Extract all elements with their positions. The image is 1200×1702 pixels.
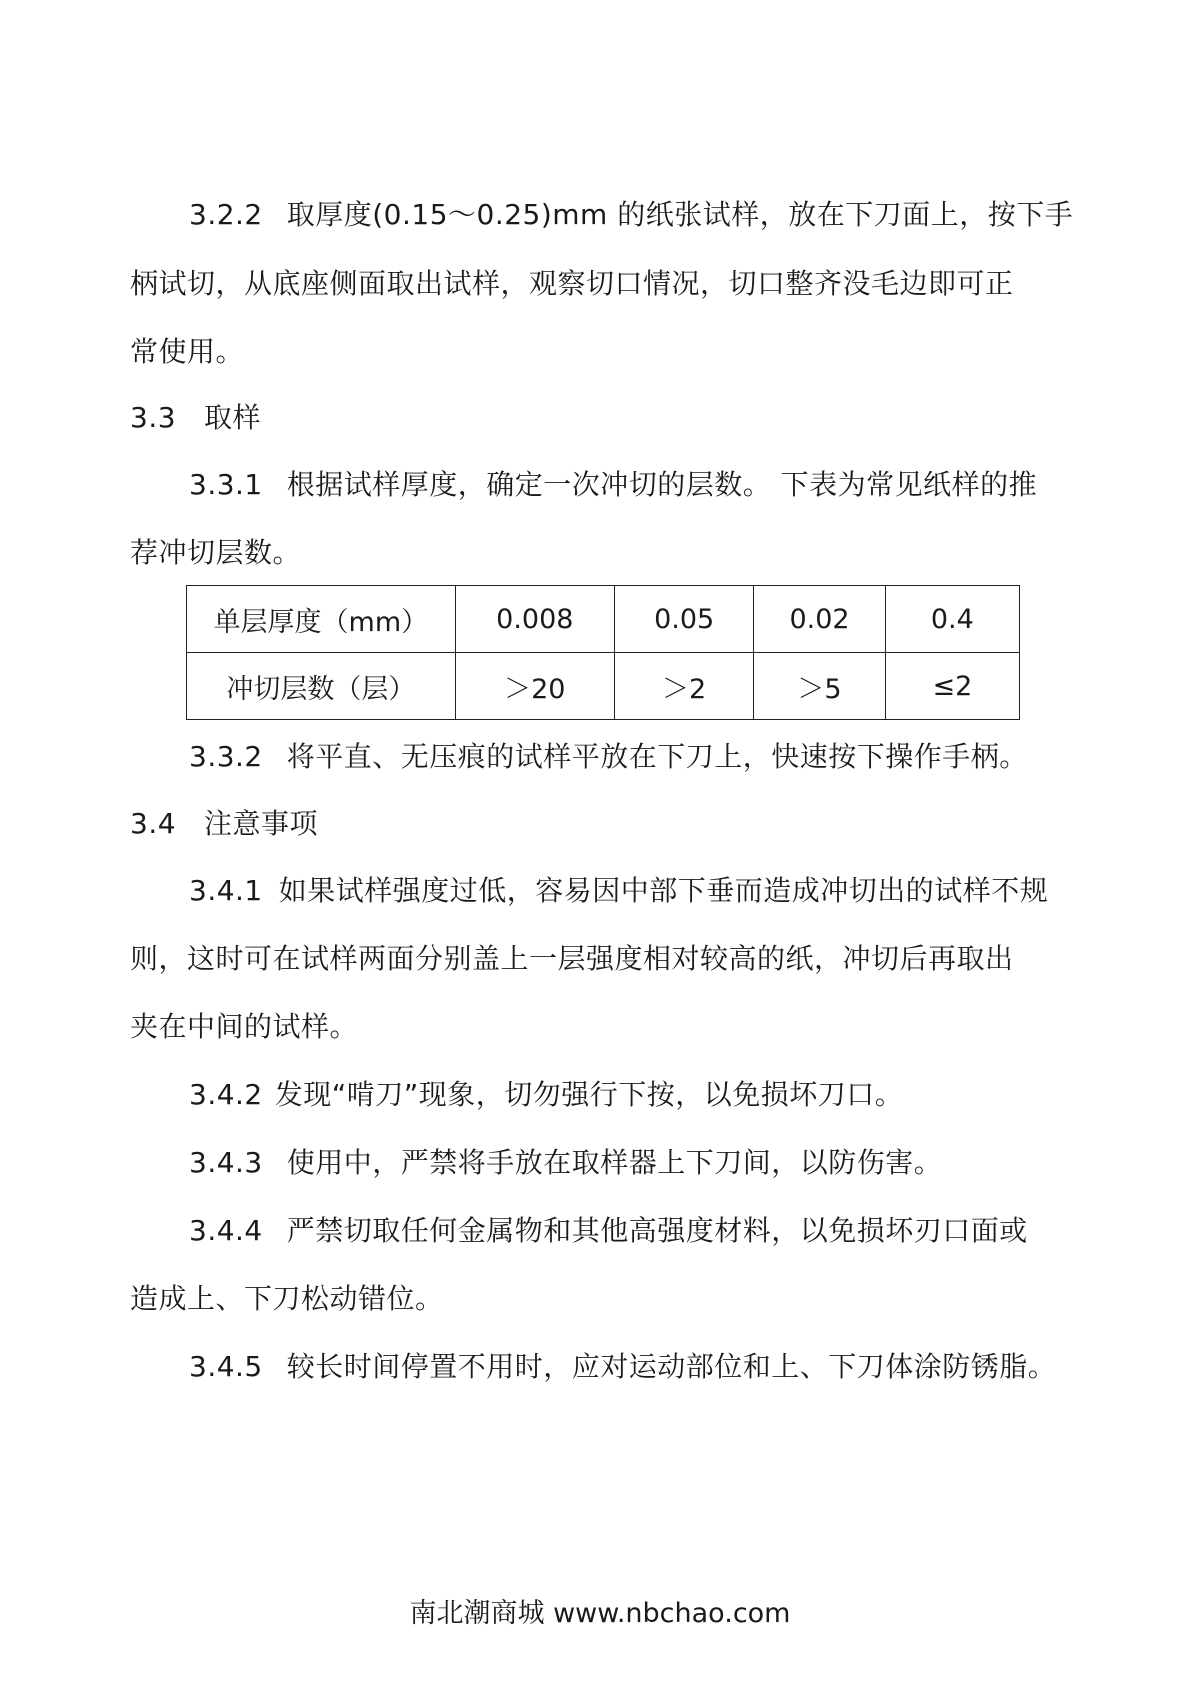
table-cell: ＞5	[754, 653, 885, 720]
footer-site-text: 南北潮商城 www.nbchao.com	[409, 1598, 791, 1629]
paragraph-3-3-1-line-1	[189, 465, 1200, 505]
table-cell: ＞2	[614, 653, 753, 720]
paragraph-text: 严禁切取任何金属物和其他高强度材料，以免损坏刃口面或	[286, 1214, 1028, 1247]
paragraph-3-4-5	[189, 1347, 1200, 1387]
section-number: 3.4.5	[189, 1350, 263, 1383]
paragraph-3-4-4-line-2: 造成上、下刀松动错位。	[130, 1282, 444, 1315]
table-row-thickness	[187, 586, 1020, 653]
paragraph-text: 将平直、无压痕的试样平放在下刀上，快速按下操作手柄。	[286, 740, 1028, 773]
paragraph-text: 取厚度(0.15～0.25)mm 的纸张试样，放在下刀面上，按下手	[286, 198, 1074, 231]
section-number: 3.4.2	[189, 1078, 263, 1111]
table-cell: ≤2	[885, 653, 1019, 720]
paragraph-3-4-4-line-1	[189, 1211, 1200, 1251]
paragraph-text: 发现“啃刀”现象，切勿强行下按，以免损坏刀口。	[274, 1078, 904, 1111]
section-title: 取样	[204, 401, 262, 434]
section-heading-3-4	[130, 804, 1200, 844]
section-number: 3.4	[130, 807, 177, 840]
paragraph-text: 使用中，严禁将手放在取样器上下刀间，以防伤害。	[286, 1146, 943, 1179]
table-cell: 0.4	[885, 586, 1019, 653]
section-number: 3.2.2	[189, 198, 263, 231]
table-row-header: 冲切层数（层）	[187, 653, 456, 720]
section-number: 3.3	[130, 401, 177, 434]
table-cell: 0.05	[614, 586, 753, 653]
paragraph-3-4-1-line-1	[189, 871, 1200, 911]
section-heading-3-3	[130, 398, 1200, 438]
table-cell: 0.02	[754, 586, 885, 653]
table-row-header: 单层厚度（mm）	[187, 586, 456, 653]
paragraph-3-4-3	[189, 1143, 1200, 1183]
paragraph-text: 如果试样强度过低，容易因中部下垂而造成冲切出的试样不规	[278, 874, 1049, 907]
paragraph-3-4-2	[189, 1075, 1200, 1115]
paragraph-text: 较长时间停置不用时，应对运动部位和上、下刀体涂防锈脂。	[286, 1350, 1057, 1383]
paragraph-3-4-1-line-3: 夹在中间的试样。	[130, 1010, 359, 1043]
section-number: 3.4.4	[189, 1214, 263, 1247]
section-number: 3.3.2	[189, 740, 263, 773]
paragraph-text: 根据试样厚度，确定一次冲切的层数。 下表为常见纸样的推	[286, 468, 1038, 501]
section-number: 3.3.1	[189, 468, 263, 501]
section-number: 3.4.1	[189, 874, 263, 907]
recommended-layers-table	[186, 585, 1020, 720]
section-title: 注意事项	[204, 807, 319, 840]
table-cell: ＞20	[455, 653, 614, 720]
paragraph-3-4-1-line-2: 则，这时可在试样两面分别盖上一层强度相对较高的纸，冲切后再取出	[130, 942, 1014, 975]
paragraph-3-2-2-line-2: 柄试切，从底座侧面取出试样，观察切口情况，切口整齐没毛边即可正	[130, 267, 1014, 300]
table-cell: 0.008	[455, 586, 614, 653]
paragraph-3-3-2	[189, 737, 1200, 777]
table-row-layers	[187, 653, 1020, 720]
section-number: 3.4.3	[189, 1146, 263, 1179]
paragraph-3-2-2-line-3: 常使用。	[130, 335, 245, 368]
paragraph-3-2-2-line-1	[189, 195, 1200, 235]
paragraph-3-3-1-line-2: 荐冲切层数。	[130, 536, 302, 569]
